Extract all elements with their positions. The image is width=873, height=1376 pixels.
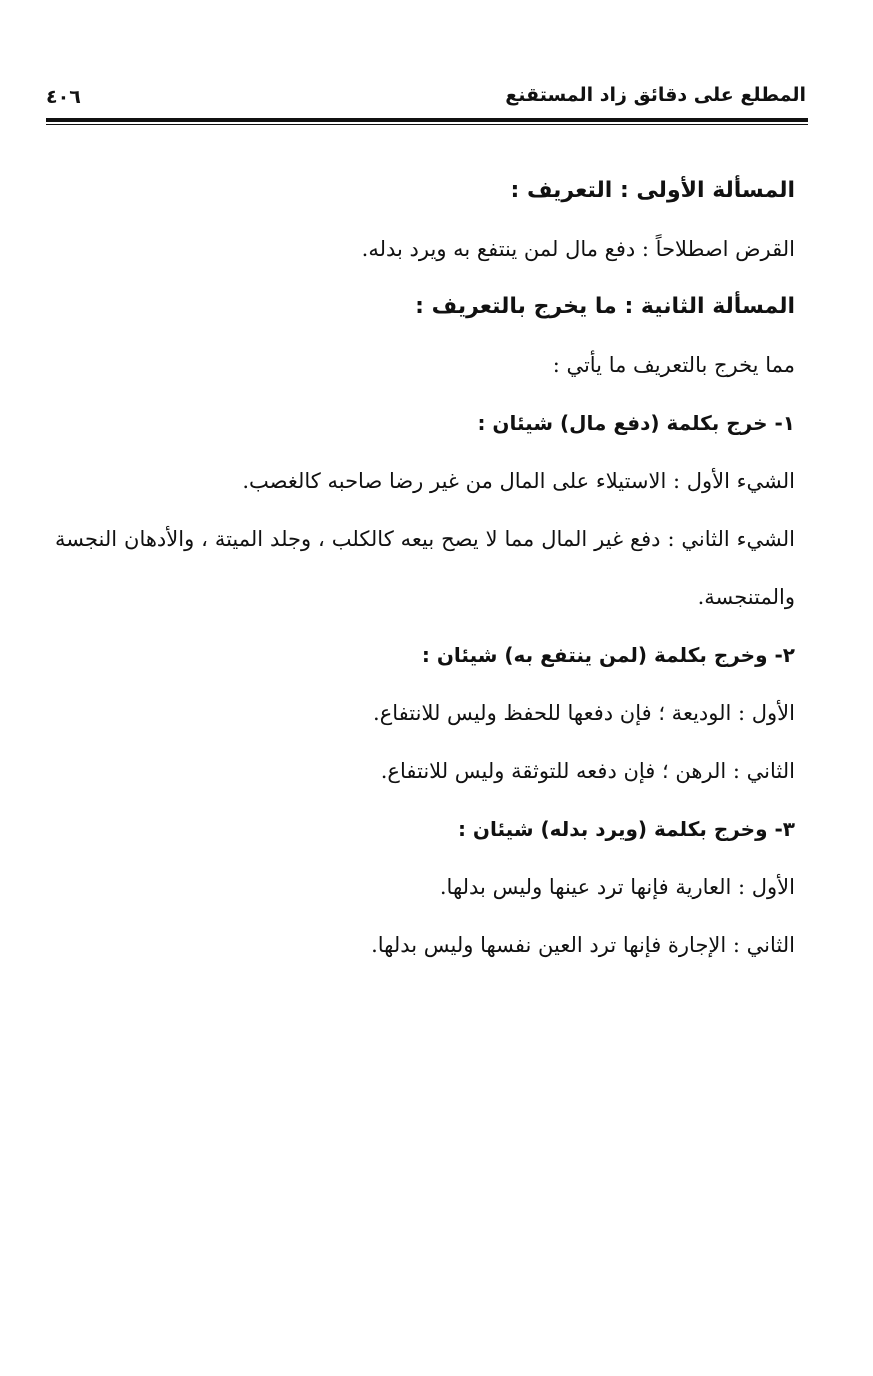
page-number: ٤٠٦ [46, 86, 81, 108]
definition-text: القرض اصطلاحاً : دفع مال لمن ينتفع به ويرد بدله. [361, 237, 795, 261]
paragraph-2a: الأول : الوديعة ؛ فإن دفعها للحفظ وليس للانتفاع. [373, 701, 795, 725]
section-heading-exclusions: المسألة الثانية : ما يخرج بالتعريف : [415, 294, 795, 319]
running-header [46, 84, 806, 114]
subheading-2: ٢- وخرج بكلمة (لمن ينتفع به) شيئان : [421, 643, 795, 667]
subheading-3: ٣- وخرج بكلمة (ويرد بدله) شيئان : [457, 817, 795, 841]
section-heading-definition: المسألة الأولى : التعريف : [510, 178, 795, 203]
paragraph-3b: الثاني : الإجارة فإنها ترد العين نفسها وليس بدلها. [371, 933, 795, 957]
paragraph-2b: الثاني : الرهن ؛ فإن دفعه للتوثقة وليس للانتفاع. [380, 759, 795, 783]
paragraph-1a: الشيء الأول : الاستيلاء على المال من غير رضا صاحبه كالغصب. [242, 469, 795, 493]
subheading-1: ١- خرج بكلمة (دفع مال) شيئان : [477, 411, 795, 435]
header-rule-thick [46, 118, 808, 122]
exclusions-intro: مما يخرج بالتعريف ما يأتي : [552, 353, 795, 377]
book-title: المطلع على دقائق زاد المستقنع [505, 84, 806, 106]
page-body [55, 162, 795, 974]
header-rule-thin [46, 124, 808, 125]
paragraph-3a: الأول : العارية فإنها ترد عينها وليس بدلها. [439, 875, 795, 899]
paragraph-1b: الشيء الثاني : دفع غير المال مما لا يصح بيعه كالكلب ، وجلد الميتة ، والأدهان النجسة والمتنجسة. [55, 527, 795, 609]
